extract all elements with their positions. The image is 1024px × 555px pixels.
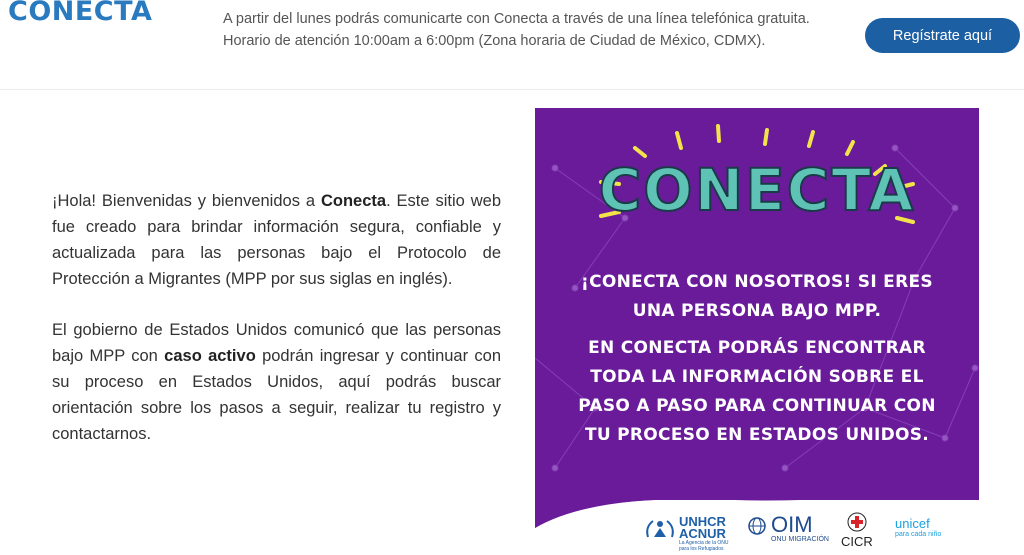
banner-message — [535, 268, 979, 450]
unhcr-emblem-icon — [643, 515, 677, 539]
unhcr-subtitle-1: La Agencia de la ONU — [679, 540, 729, 546]
unhcr-logo — [679, 516, 728, 552]
unhcr-label: UNHCR — [679, 514, 726, 529]
unhcr-subtitle-2: para los Refugiados — [679, 546, 724, 552]
announcement-line-2: Horario de atención 10:00am a 6:00pm (Zona horaria de Ciudad de México, CDMX). — [223, 33, 766, 49]
intro-paragraph-2 — [52, 317, 501, 447]
conecta-logo[interactable]: CONECTA — [8, 0, 153, 27]
banner-line-6: TU PROCESO EN ESTADOS UNIDOS. — [584, 425, 930, 445]
intro-paragraph-1 — [52, 188, 501, 292]
unicef-label: unicef — [895, 516, 930, 531]
oim-logo — [771, 512, 829, 543]
banner-line-3: EN CONECTA PODRÁS ENCONTRAR — [588, 338, 926, 358]
intro-p1-text-b: . Este sitio web fue creado para brindar información segura, confiable y actualizada para las personas bajo el Protocolo de Protección a Migrantes (MPP por sus siglas en inglés). — [52, 192, 501, 288]
acnur-label: ACNUR — [679, 526, 726, 541]
intro-p1-bold: Conecta — [320, 192, 387, 210]
site-header — [0, 0, 1024, 90]
promo-banner — [535, 108, 979, 555]
banner-title: CONECTA — [598, 156, 916, 224]
oim-label: OIM — [771, 512, 813, 537]
banner-line-1: ¡CONECTA CON NOSOTROS! SI ERES — [581, 272, 933, 292]
announcement-text — [223, 8, 843, 52]
announcement-line-1: A partir del lunes podrás comunicarte con Conecta a través de una línea telefónica gratuita. — [223, 11, 810, 27]
banner-line-5: PASO A PASO PARA CONTINUAR CON — [578, 396, 936, 416]
unicef-subtitle: para cada niño — [895, 531, 942, 538]
register-button[interactable]: Regístrate aquí — [865, 18, 1020, 53]
banner-line-2: UNA PERSONA BAJO MPP. — [632, 301, 882, 321]
intro-p2-text-a: El gobierno de Estados Unidos comunicó que las personas bajo MPP con — [52, 321, 501, 365]
oim-globe-icon — [747, 516, 767, 536]
intro-p2-bold: caso activo — [164, 347, 256, 365]
oim-subtitle: ONU MIGRACIÓN — [771, 536, 829, 543]
intro-p1-text-a: ¡Hola! Bienvenidas y bienvenidos a — [52, 192, 321, 210]
red-cross-icon — [847, 512, 867, 532]
intro-text — [52, 188, 501, 447]
intro-p2-text-b: podrán ingresar y continuar con su proceso en Estados Unidos, aquí podrás buscar orientación sobre los pasos a seguir, realizar tu registro y contactarnos. — [52, 347, 502, 443]
unicef-logo — [895, 516, 941, 538]
banner-line-4: TODA LA INFORMACIÓN SOBRE EL — [590, 367, 924, 387]
cicr-logo: CICR — [841, 534, 873, 549]
